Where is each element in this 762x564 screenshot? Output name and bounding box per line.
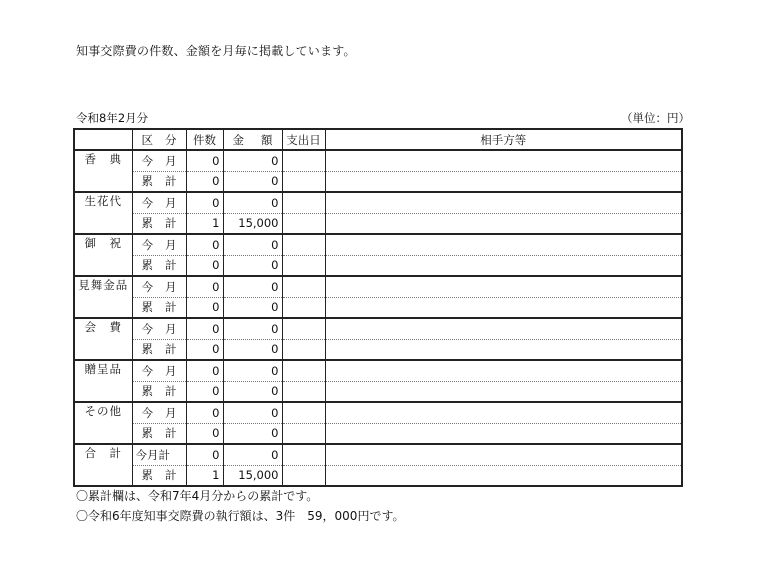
table-row bbox=[74, 381, 682, 402]
counterparty-cell bbox=[325, 444, 682, 465]
entertainment-expense-table bbox=[73, 128, 683, 487]
table-row bbox=[74, 360, 682, 381]
amount-cell: 0 bbox=[223, 192, 282, 213]
row-label: 今月計 bbox=[132, 444, 186, 465]
row-label: 今 月 bbox=[132, 234, 186, 255]
row-label: 累 計 bbox=[132, 213, 186, 234]
amount-cell: 0 bbox=[223, 339, 282, 360]
counterparty-cell bbox=[325, 360, 682, 381]
row-label: 累 計 bbox=[132, 423, 186, 444]
amount-cell: 0 bbox=[223, 381, 282, 402]
table-row bbox=[74, 318, 682, 339]
category-name: 御 祝 bbox=[74, 234, 132, 276]
counterparty-cell bbox=[325, 213, 682, 234]
amount-cell: 0 bbox=[223, 402, 282, 423]
date-cell bbox=[282, 381, 325, 402]
table-row bbox=[74, 171, 682, 192]
count-cell: 0 bbox=[186, 171, 223, 192]
count-cell: 0 bbox=[186, 318, 223, 339]
category-name: 贈呈品 bbox=[74, 360, 132, 402]
header-count: 件数 bbox=[186, 129, 223, 150]
category-name: 生花代 bbox=[74, 192, 132, 234]
count-cell: 0 bbox=[186, 150, 223, 171]
count-cell: 0 bbox=[186, 381, 223, 402]
note-cumulative: 〇累計欄は、令和7年4月分からの累計です。 bbox=[76, 489, 319, 503]
count-cell: 0 bbox=[186, 192, 223, 213]
notes bbox=[76, 486, 405, 526]
date-cell bbox=[282, 423, 325, 444]
date-cell bbox=[282, 192, 325, 213]
table-header-row bbox=[74, 129, 682, 150]
counterparty-cell bbox=[325, 465, 682, 486]
row-label: 累 計 bbox=[132, 171, 186, 192]
date-cell bbox=[282, 213, 325, 234]
counterparty-cell bbox=[325, 276, 682, 297]
row-label: 累 計 bbox=[132, 297, 186, 318]
count-cell: 0 bbox=[186, 360, 223, 381]
date-cell bbox=[282, 234, 325, 255]
counterparty-cell bbox=[325, 318, 682, 339]
count-cell: 0 bbox=[186, 297, 223, 318]
amount-cell: 15,000 bbox=[223, 213, 282, 234]
counterparty-cell bbox=[325, 171, 682, 192]
period-label: 令和8年2月分 bbox=[76, 111, 149, 125]
date-cell bbox=[282, 297, 325, 318]
counterparty-cell bbox=[325, 192, 682, 213]
counterparty-cell bbox=[325, 381, 682, 402]
note-prior-year: 〇令和6年度知事交際費の執行額は、3件 59，000円です。 bbox=[76, 509, 405, 523]
category-name: 会 費 bbox=[74, 318, 132, 360]
table-row bbox=[74, 444, 682, 465]
date-cell bbox=[282, 171, 325, 192]
date-cell bbox=[282, 402, 325, 423]
category-name: 見舞金品 bbox=[74, 276, 132, 318]
amount-cell: 0 bbox=[223, 297, 282, 318]
intro-text: 知事交際費の件数、金額を月毎に掲載しています。 bbox=[76, 44, 356, 58]
count-cell: 0 bbox=[186, 402, 223, 423]
row-label: 今 月 bbox=[132, 150, 186, 171]
count-cell: 0 bbox=[186, 234, 223, 255]
amount-cell: 0 bbox=[223, 423, 282, 444]
date-cell bbox=[282, 465, 325, 486]
table-row bbox=[74, 423, 682, 444]
count-cell: 0 bbox=[186, 423, 223, 444]
table-row bbox=[74, 297, 682, 318]
counterparty-cell bbox=[325, 339, 682, 360]
count-cell: 1 bbox=[186, 465, 223, 486]
date-cell bbox=[282, 255, 325, 276]
counterparty-cell bbox=[325, 297, 682, 318]
counterparty-cell bbox=[325, 255, 682, 276]
count-cell: 1 bbox=[186, 213, 223, 234]
row-label: 累 計 bbox=[132, 381, 186, 402]
counterparty-cell bbox=[325, 423, 682, 444]
counterparty-cell bbox=[325, 150, 682, 171]
row-label: 今 月 bbox=[132, 318, 186, 339]
amount-cell: 0 bbox=[223, 234, 282, 255]
date-cell bbox=[282, 444, 325, 465]
category-name: その他 bbox=[74, 402, 132, 444]
amount-cell: 0 bbox=[223, 360, 282, 381]
table-row bbox=[74, 465, 682, 486]
amount-cell: 0 bbox=[223, 318, 282, 339]
date-cell bbox=[282, 360, 325, 381]
header-division: 区 分 bbox=[132, 129, 186, 150]
row-label: 今 月 bbox=[132, 360, 186, 381]
amount-cell: 0 bbox=[223, 150, 282, 171]
date-cell bbox=[282, 276, 325, 297]
counterparty-cell bbox=[325, 402, 682, 423]
header-amount: 金 額 bbox=[223, 129, 282, 150]
counterparty-cell bbox=[325, 234, 682, 255]
category-name: 香 典 bbox=[74, 150, 132, 192]
header-date: 支出日 bbox=[282, 129, 325, 150]
row-label: 累 計 bbox=[132, 339, 186, 360]
count-cell: 0 bbox=[186, 339, 223, 360]
count-cell: 0 bbox=[186, 255, 223, 276]
table-row bbox=[74, 255, 682, 276]
row-label: 今 月 bbox=[132, 192, 186, 213]
amount-cell: 15,000 bbox=[223, 465, 282, 486]
count-cell: 0 bbox=[186, 444, 223, 465]
count-cell: 0 bbox=[186, 276, 223, 297]
table-row bbox=[74, 234, 682, 255]
table-row bbox=[74, 402, 682, 423]
date-cell bbox=[282, 150, 325, 171]
amount-cell: 0 bbox=[223, 171, 282, 192]
table-row bbox=[74, 213, 682, 234]
amount-cell: 0 bbox=[223, 444, 282, 465]
date-cell bbox=[282, 339, 325, 360]
table-row bbox=[74, 276, 682, 297]
amount-cell: 0 bbox=[223, 276, 282, 297]
row-label: 累 計 bbox=[132, 255, 186, 276]
header-counterparty: 相手方等 bbox=[325, 129, 682, 150]
unit-label: （単位：円） bbox=[621, 111, 690, 125]
table-row bbox=[74, 150, 682, 171]
header-category bbox=[74, 129, 132, 150]
table-row bbox=[74, 192, 682, 213]
row-label: 今 月 bbox=[132, 276, 186, 297]
amount-cell: 0 bbox=[223, 255, 282, 276]
category-name: 合 計 bbox=[74, 444, 132, 486]
table-row bbox=[74, 339, 682, 360]
row-label: 今 月 bbox=[132, 402, 186, 423]
row-label: 累 計 bbox=[132, 465, 186, 486]
date-cell bbox=[282, 318, 325, 339]
